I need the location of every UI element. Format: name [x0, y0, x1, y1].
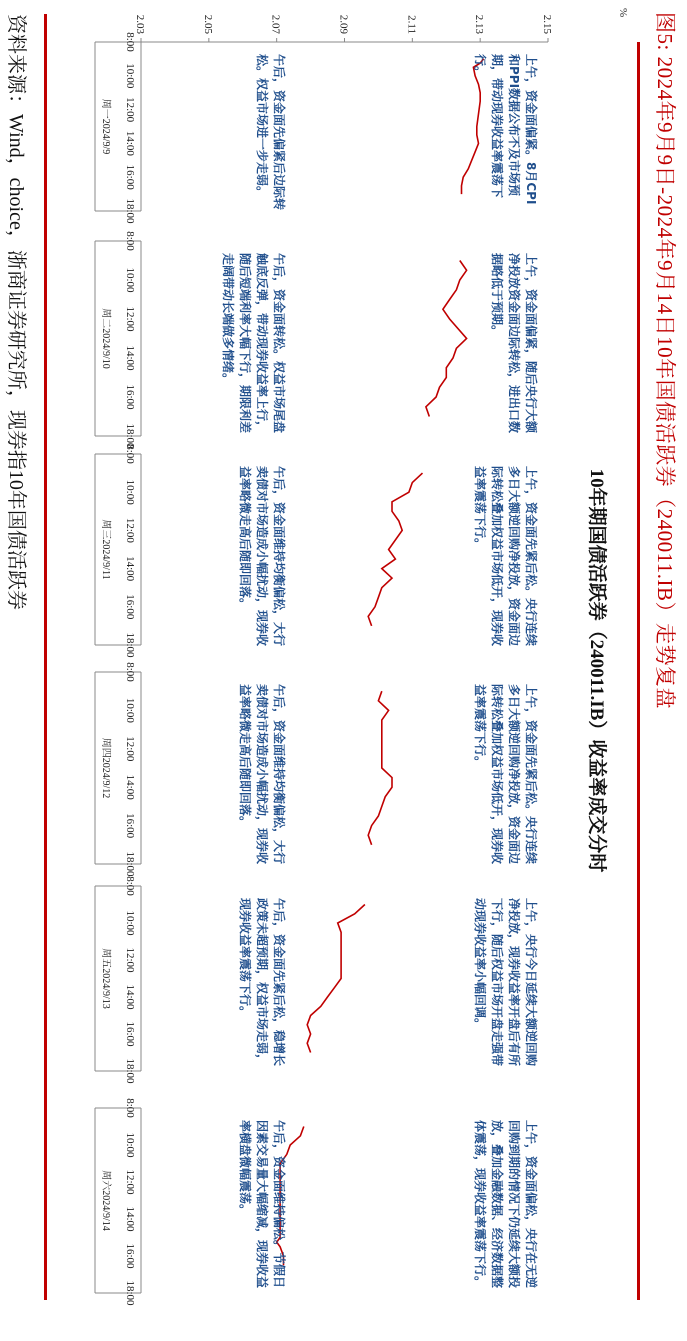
x-tick-label: 18:00	[124, 1058, 136, 1084]
y-tick-label: 2.15	[541, 14, 553, 34]
x-tick-label: 14:00	[124, 774, 136, 800]
morning-annotation: 上午，资金面偏松，央行在无逆回购到期的情况下仍延续大额投放，叠加金融数据、经济数据整体震荡，现券收益率震荡下行。	[473, 1120, 538, 1289]
x-tick-label: 14:00	[124, 556, 136, 582]
x-tick-label: 14:00	[124, 130, 136, 156]
y-unit-label: %	[617, 8, 629, 18]
x-tick-label: 18:00	[124, 1280, 136, 1306]
x-tick-label: 8:00	[124, 662, 136, 682]
x-tick-label: 16:00	[124, 1243, 136, 1269]
yield-line	[307, 905, 365, 1053]
y-tick-label: 2.07	[269, 14, 282, 34]
source-note: 资料来源：Wind，choice，浙商证券研究所，现券指10年国债活跃券	[5, 14, 27, 610]
x-tick-label: 10:00	[124, 697, 136, 723]
x-tick-label: 10:00	[124, 910, 136, 936]
x-tick-label: 12:00	[124, 306, 136, 332]
x-tick-label: 14:00	[124, 984, 136, 1010]
x-tick-label: 12:00	[124, 517, 136, 543]
x-tick-label: 8:00	[124, 1098, 136, 1118]
day-label: 周六2024/9/14	[100, 1170, 111, 1231]
y-tick-label: 2.11	[405, 15, 418, 34]
afternoon-annotation: 午后，资金面维持均衡偏松，大行卖债对市场造成小幅扰动，现券收益率略微走高后随即回落。	[238, 466, 286, 647]
morning-annotation: 上午，资金面偏紧，随后央行大额净投放资金面边际转松，进出口数据略低于预期。	[490, 253, 538, 434]
x-tick-label: 12:00	[124, 947, 136, 973]
x-tick-label: 8:00	[124, 876, 136, 896]
x-tick-label: 14:00	[124, 1206, 136, 1232]
y-tick-label: 2.09	[337, 14, 350, 34]
x-tick-label: 8:00	[124, 32, 136, 52]
y-tick-label: 2.05	[201, 14, 214, 34]
x-tick-label: 16:00	[124, 813, 136, 839]
morning-annotation: 上午，央行今日延续大额逆回购净投放，现券收益率开盘后有所下行，随后权益市场开盘走强带动现券收益率小幅回调。	[473, 898, 538, 1067]
afternoon-annotation: 午后，资金面先紧后松，稳增长政策未超预期，权益市场走弱，现券收益率震荡下行。	[238, 898, 286, 1067]
x-tick-label: 18:00	[124, 423, 136, 449]
morning-annotation: 上午，资金面先紧后松。央行连续多日大额逆回购净投放，资金面边际转松叠加权益市场低开，现券收益率震荡下行。	[473, 684, 538, 865]
bottom-rule	[44, 14, 47, 1300]
x-tick-label: 12:00	[124, 97, 136, 123]
yield-line	[368, 691, 392, 845]
yield-line	[368, 473, 422, 626]
morning-annotation: 上午，资金面先紧后松。央行连续多日大额逆回购净投放，资金面边际转松叠加权益市场低开，现券收益率震荡下行。	[473, 466, 538, 647]
day-label: 周一2024/9/9	[100, 98, 111, 155]
afternoon-annotation: 午后，资金面维持偏松。节假日因素交易量大幅缩减，现券收益率横盘微幅震荡。	[238, 1120, 286, 1289]
x-tick-label: 10:00	[124, 479, 136, 505]
x-tick-label: 16:00	[124, 384, 136, 410]
afternoon-annotation: 午后，资金面维持均衡偏松，大行卖债对市场造成小幅扰动，现券收益率略微走高后随即回落。	[238, 684, 286, 865]
x-tick-label: 10:00	[124, 267, 136, 293]
x-tick-label: 8:00	[124, 444, 136, 464]
x-tick-label: 16:00	[124, 164, 136, 190]
x-tick-label: 10:00	[124, 1132, 136, 1158]
afternoon-annotation: 午后，资金面转松。权益市场尾盘触底反弹，带动现券收益率上行，随后短端利率大幅下行，期限利差走阔带动长端做多情绪。	[221, 253, 286, 434]
x-tick-label: 8:00	[124, 231, 136, 251]
yield-line	[426, 261, 467, 417]
x-tick-label: 10:00	[124, 63, 136, 89]
day-label: 周二2024/9/10	[100, 308, 111, 369]
x-tick-label: 12:00	[124, 736, 136, 762]
figure-caption: 图5: 2024年9月9日-2024年9月14日10年国债活跃券（240011.IB）走势复盘	[653, 12, 677, 710]
x-tick-label: 18:00	[124, 198, 136, 224]
x-tick-label: 12:00	[124, 1169, 136, 1195]
x-tick-label: 14:00	[124, 345, 136, 371]
afternoon-annotation: 午后，资金面先偏紧后边际转松。权益市场进一步走弱。	[255, 54, 286, 211]
morning-annotation: 上午，资金面偏紧。8月CPI和PPI数据公布不及市场预期，带动现券收益率震荡下行。	[473, 54, 538, 205]
x-tick-label: 16:00	[124, 594, 136, 620]
day-label: 周四2024/9/12	[100, 737, 111, 799]
day-label: 周五2024/9/13	[100, 948, 111, 1009]
day-label: 周三2024/9/11	[100, 519, 111, 580]
y-tick-label: 2.13	[473, 14, 486, 34]
chart-title: 10年期国债活跃券（240011.IB）收益率成交分时	[586, 468, 607, 873]
x-tick-label: 18:00	[124, 632, 136, 658]
x-tick-label: 16:00	[124, 1021, 136, 1047]
x-tick-label: 18:00	[124, 851, 136, 877]
y-tick-label: 2.03	[134, 14, 146, 34]
